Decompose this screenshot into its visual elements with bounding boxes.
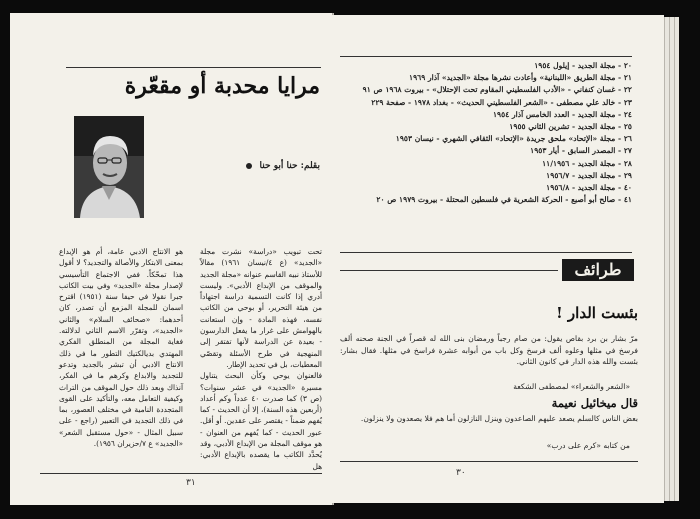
footer-rule	[40, 473, 322, 474]
bullet-icon	[246, 163, 252, 169]
quote-source: من كتابه «كرم على درب»	[546, 441, 630, 450]
right-page	[332, 15, 664, 503]
byline-text: بقلم: حنا أبو حنا	[259, 161, 320, 171]
list-item: ٢٦ - مجلة «الإتحاد» ملحق جريدة «الإتحاد» الثقافي الشهري - نيسان ١٩٥٣	[395, 134, 632, 144]
list-item: ٢٨ - مجلة الجديد - ١١/١٩٥٦	[542, 158, 632, 168]
references-list	[340, 60, 632, 206]
portrait-image	[74, 116, 144, 218]
footer-rule	[340, 461, 638, 462]
title-top-rule	[66, 67, 321, 68]
author-photo	[74, 116, 144, 218]
author-byline	[170, 161, 320, 171]
list-item: ٢٥ - مجلة الجديد - تشرين الثاني ١٩٥٥	[509, 122, 632, 132]
list-item: ٢٤ - مجلة الجديد - العدد الخامس آذار ١٩٥٤	[492, 109, 632, 119]
index-top-rule	[340, 56, 632, 57]
article-column-right	[200, 246, 323, 471]
section-label: طرائف	[562, 259, 634, 281]
paragraph: هو الانتاج الادبي عامة، أم هو الإبداع بمعنى الابتكار والأصالة والتجديد؟ لا أقول هذا تمحّكاً. ففي الاجتماع التأسيسي لإصدار مجلة «الجديد» وفي بيت الكاتب جبرا نقولا في حيفا سنة (١٩٥١) اقترح اسمان للمجلة المزمع أن تصدر، كان أحدهما: «صحائف السلام» والثاني «الجديد»، وتقرّر الاسم الثاني لدلالته. فغاية المجلة من المنطلق الفكري المهتدي بديالكتيك التطور ما في ذلك الانتاج الادبي أن تبشر بالجديد وتدعو للتجديد والابداع وكرهم ما في الفكر، آنذاك وبعد ذلك حول الموقف من التراث وكيفية التعامل معه، والتأكيد على القوى المتجددة النامية في مختلف العصور، بما في ذلك التجديد في التعبير (راجع - على سبيل المثال - «حول مستقبل الشعر» «الجديد» ع ٧/حزيران ١٩٥٦).	[59, 247, 183, 449]
page-number: ٣٠	[456, 468, 466, 478]
list-item: ٢١ - مجلة الطريق «اللبنانية» وأعادت نشرها مجلة «الجديد» آذار ١٩٦٩	[408, 73, 632, 83]
section-rule	[340, 270, 558, 271]
article-title: مرايا محدبة أو مقعّرة	[124, 73, 320, 99]
list-item: ٢٢ - غسان كنفاني - «الأدب الفلسطيني المقاوم تحت الإحتلال» - بيروت ١٩٦٨ ص ٩١	[362, 85, 632, 95]
quote-title: قال ميخائيل نعيمة	[551, 396, 638, 410]
list-item: ٤٠ - مجلة الجديد - ١٩٥٦/٨	[546, 183, 632, 193]
paragraph: تحت تبويب «دراسة» نشرت مجلة «الجديد» (ع ٤/نيسان ١٩٦١) مقالاً للأستاذ نبيه القاسم عنوانه «مجلة الجديد والموقف من الإبداع الأدبي». وليست أدري إذا كانت التسمية دراسة اجتهاداً من هيئة التحرير، أو بوحي من الكاتب نفسه، فهذه المادة - وإن استعانت بالهوامش على غرار ما يفعل الدارسون - بعيدة عن الدراسة لأنها تفتقر إلى المنهجية في طرح الأسئلة وتقصّي المعطيات، بل في تحديد الإطار.	[200, 247, 322, 369]
story-text: مرّ بشار بن برد بقاص يقول: من صام رجباً ورمضان بنى الله له قصراً في الجنة صحنه ألف فرسخ في مثلها وعلوه ألف فرسخ وكل باب من أبوابه عشرة فراسخ في مثلها. فقال بشار: بئست والله هذه الدار في كانون الثاني.	[340, 334, 638, 366]
list-item: ٢٠ - مجلة الجديد - إيلول ١٩٥٤	[534, 61, 632, 70]
list-item: ٤١ - صالح أبو أصبع - الحركة الشعرية في فلسطين المحتلة - بيروت ١٩٧٩ ص ٢٠	[376, 195, 632, 205]
paragraph: فالعنوان يوحي وكأن البحث يتناول مسيرة «الجديد» في عشر سنوات؟ (ص ٣) كما صدرت ٤٠ عدداً وكم أعداد (أربعين هذه السنة)، إلا أن الحديث - كما يُفهم ضمناً - يقتصر على عقدين. أو أقل. عبور الحديث - كما يُفهم من العنوان - هو موقف المجلة من الإبداع الأدبي، وقد يُحدَّد الكاتب ما يقصده بالإبداع الأدبي: هل	[200, 371, 323, 471]
page-number: ٣١	[186, 478, 196, 488]
story-title: بئست الدار !	[556, 304, 638, 322]
section-top-rule	[340, 252, 632, 253]
quote-text: بعض الناس كالسلم يصعد عليهم الصاعدون وينزل النازلون أما هم فلا يصعدون ولا ينزلون.	[360, 414, 638, 423]
article-column-left	[59, 246, 183, 461]
list-item: ٢٩ - مجلة الجديد - ١٩٥٦/٧	[546, 170, 632, 180]
page-edges	[674, 17, 679, 501]
story-source: «الشعر والشعراء» لمصطفى الشكعة	[513, 382, 630, 391]
left-page	[10, 13, 332, 505]
list-item: ٢٧ - المصدر السابق - أيار ١٩٥٣	[530, 146, 632, 156]
list-item: ٢٣ - خالد علي مصطفى - «الشعر الفلسطيني الحديث» - بغداد ١٩٧٨ - صفحة ٢٢٩	[371, 97, 632, 107]
